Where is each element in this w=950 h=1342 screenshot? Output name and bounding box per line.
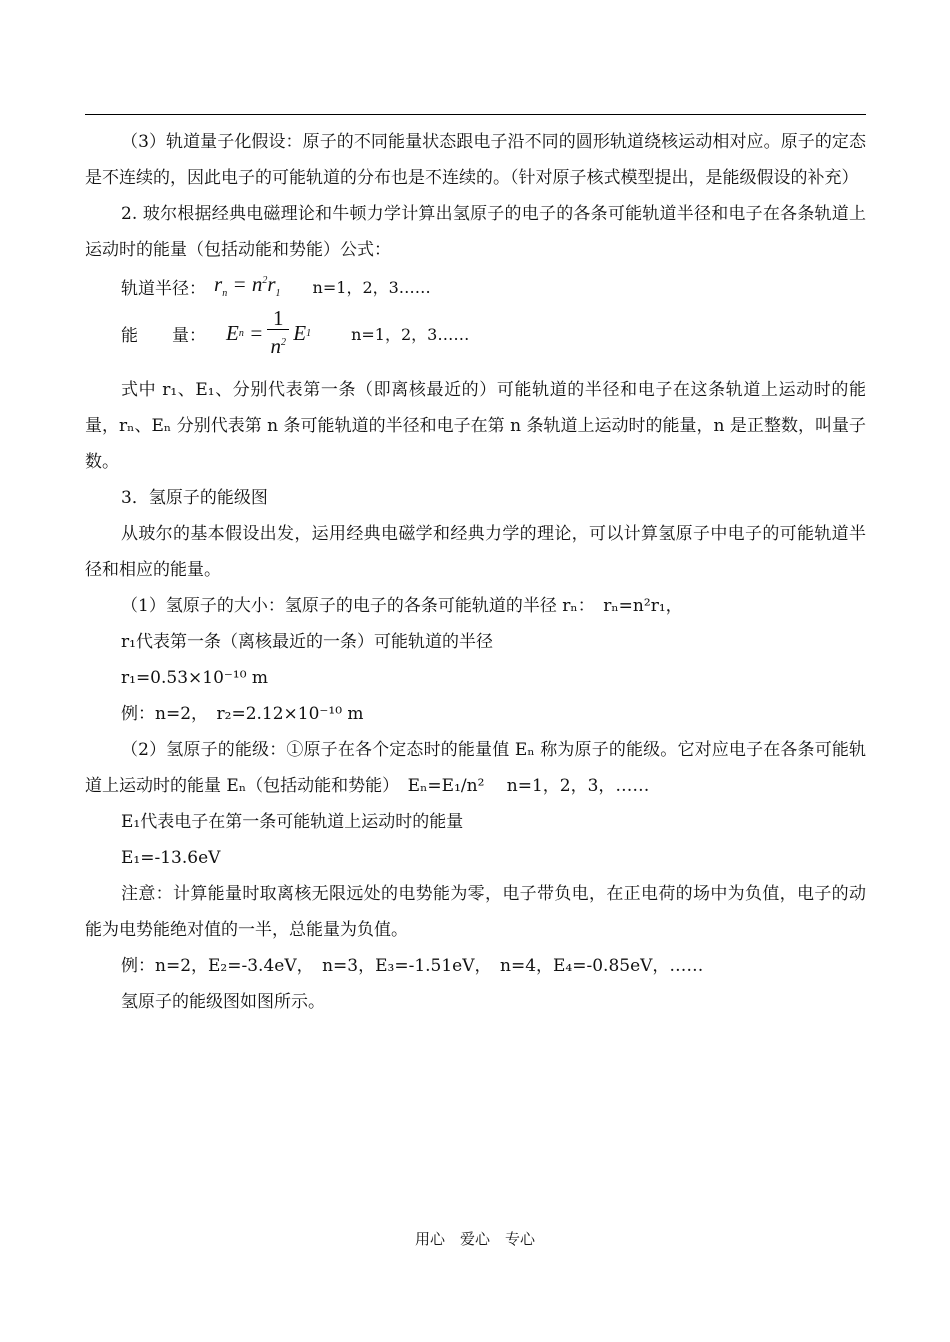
equation-n-range: n=1，2，3…… <box>312 277 431 297</box>
paragraph-symbol-definitions: 式中 r₁、E₁、分别代表第一条（即离核最近的）可能轨道的半径和电子在这条轨道上运动时的能量，rₙ、Eₙ 分别代表第 n 条可能轨道的半径和电子在第 n 条轨道上运动时的能量，n 是正整数，叫量子数。 <box>85 380 866 472</box>
paragraph-bohr-assumption: 从玻尔的基本假设出发，运用经典电磁学和经典力学的理论，可以计算氢原子中电子的可能轨道半径和相应的能量。 <box>85 524 866 580</box>
equation-label-radius: 轨道半径： <box>121 278 206 299</box>
equation-orbit-radius <box>85 268 866 304</box>
paragraph-bohr-formulas: 2. 玻尔根据经典电磁理论和牛顿力学计算出氢原子的电子的各条可能轨道半径和电子在各条轨道上运动时的能量（包括动能和势能）公式： <box>85 204 866 260</box>
paragraph-orbit-quantization: （3）轨道量子化假设：原子的不同能量状态跟电子沿不同的圆形轨道绕核运动相对应。原子的定态是不连续的，因此电子的可能轨道的分布也是不连续的。（针对原子核式模型提出，是能级假设的补充） <box>85 132 866 188</box>
paragraph-diagram-reference: 氢原子的能级图如图所示。 <box>121 992 325 1012</box>
paragraph-r1-value: r₁=0.53×10⁻¹⁰ m <box>121 668 269 688</box>
paragraph-e1-definition: E₁代表电子在第一条可能轨道上运动时的能量 <box>121 812 464 832</box>
section-heading-energy-levels: 3．氢原子的能级图 <box>121 488 268 508</box>
paragraph-r2-example: 例：n=2， r₂=2.12×10⁻¹⁰ m <box>121 704 364 724</box>
paragraph-e1-value: E₁=-13.6eV <box>121 848 221 868</box>
paragraph-energy-examples: 例：n=2，E₂=-3.4eV， n=3，E₃=-1.51eV， n=4，E₄=-0.85eV，…… <box>121 956 704 976</box>
page-content <box>85 124 866 1020</box>
paragraph-r1-definition: r₁代表第一条（离核最近的一条）可能轨道的半径 <box>121 632 493 652</box>
equation-n-range: n=1，2，3…… <box>351 324 470 344</box>
page-footer: 用心 爱心 专心 <box>414 1230 535 1248</box>
paragraph-note: 注意：计算能量时取离核无限远处的电势能为零，电子带负电，在正电荷的场中为负值，电子的动能为电势能绝对值的一半，总能量为负值。 <box>85 884 866 940</box>
equation-energy <box>85 304 866 362</box>
paragraph-atom-size: （1）氢原子的大小：氢原子的电子的各条可能轨道的半径 rₙ： rₙ=n²r₁， <box>121 596 683 616</box>
equation-label-energy: 能 量： <box>121 325 206 346</box>
formula-rn: $r_n = n^2r_1$ <box>214 272 281 300</box>
header-rule <box>85 114 866 115</box>
paragraph-energy-levels: （2）氢原子的能级：①原子在各个定态时的能量值 Eₙ 称为原子的能级。它对应电子在各条可能轨道上运动时的能量 Eₙ（包括动能和势能） Eₙ=E₁/n² n=1，2，3，…… <box>85 740 866 796</box>
fraction: $\frac{1}{n^2}$ <box>267 307 289 359</box>
formula-en: E n = $\frac{1}{n^2}$ E 1 <box>226 306 312 358</box>
